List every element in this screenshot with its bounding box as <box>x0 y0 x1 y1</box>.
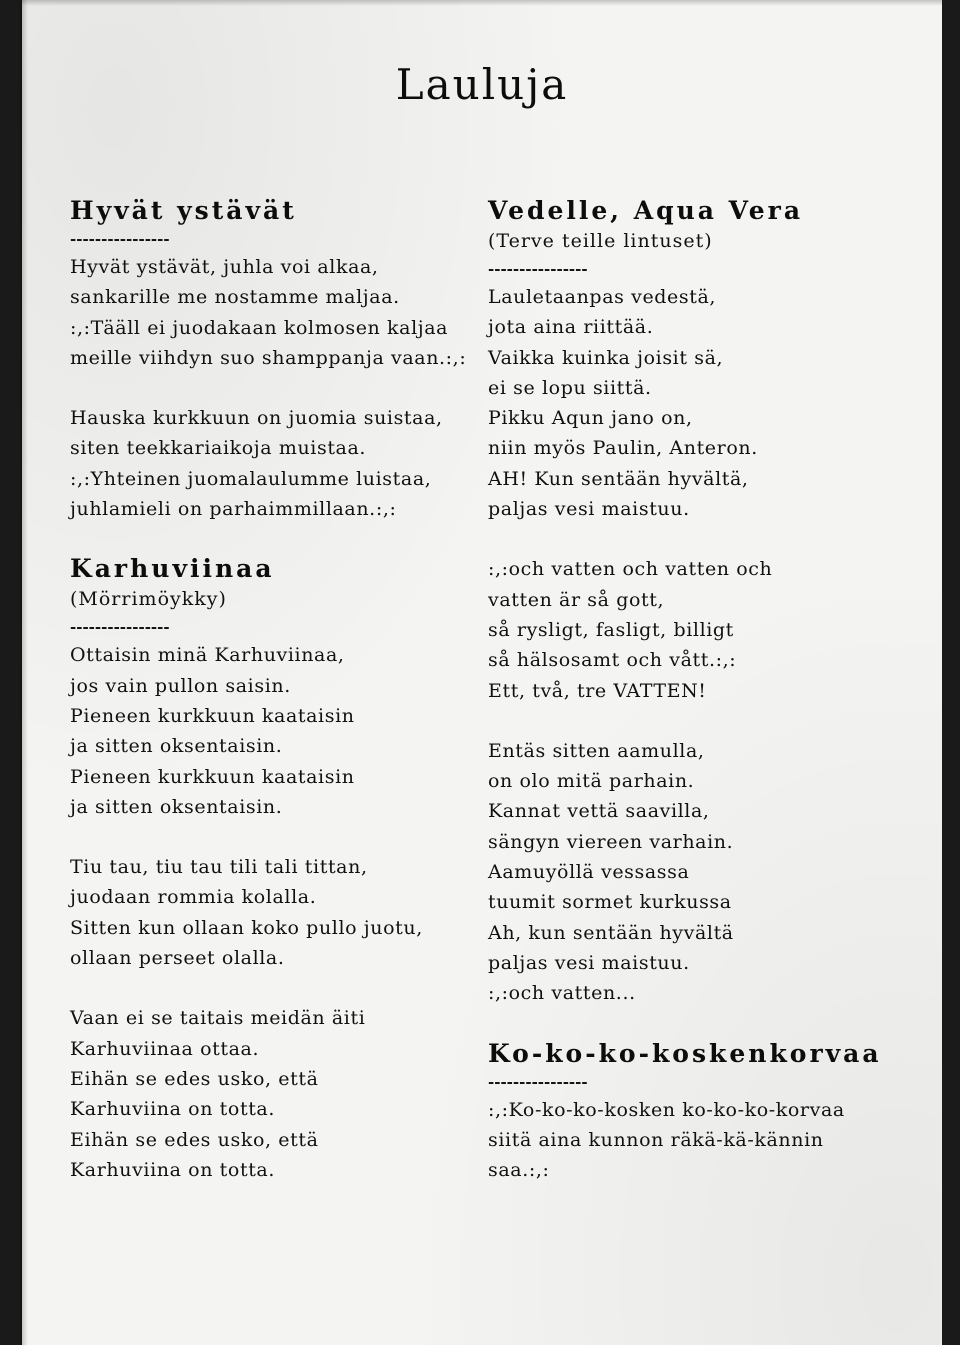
stanza <box>70 403 490 524</box>
lyric-line: :,:Yhteinen juomalaulumme luistaa, <box>70 467 432 490</box>
lyric-line: Aamuyöllä vessassa <box>488 861 690 884</box>
lyric-line: Hauska kurkkuun on juomia suistaa, <box>70 407 443 430</box>
lyric-line: Lauletaanpas vedestä, <box>488 286 717 308</box>
stanza <box>70 252 490 373</box>
page-edge-shadow <box>20 0 28 1345</box>
lyric-line: ei se lopu siittä. <box>488 376 652 399</box>
lyric-line: Eihän se edes usko, että <box>70 1067 319 1090</box>
page-title: Lauluja <box>395 60 569 109</box>
title-divider: ---------------- <box>70 230 170 248</box>
lyric-line: meille viihdyn suo shamppanja vaan.:,: <box>70 346 467 369</box>
lyric-line: jos vain pullon saisin. <box>70 674 291 697</box>
title-divider: ---------------- <box>488 1072 588 1091</box>
lyric-line: ja sitten oksentaisin. <box>70 735 283 758</box>
lyric-line: juodaan rommia kolalla. <box>70 886 317 909</box>
lyric-line: ollaan perseet olalla. <box>70 947 285 970</box>
lyric-line: Ah, kun sentään hyvältä <box>488 921 734 944</box>
song <box>70 196 490 524</box>
lyric-line: Karhuviina on totta. <box>70 1098 275 1121</box>
lyric-line: ja sitten oksentaisin. <box>70 795 283 818</box>
song-title: Vedelle, Aqua Vera <box>488 196 804 225</box>
song-spacer <box>488 1009 908 1039</box>
page-top-shadow <box>22 0 942 6</box>
lyric-line: siitä aina kunnon räkä-kä-kännin <box>488 1128 824 1151</box>
lyric-line: så rysligt, fasligt, billigt <box>488 618 734 641</box>
lyric-line: on olo mitä parhain. <box>488 770 695 793</box>
song-title: Ko-ko-ko-koskenkorvaa <box>488 1038 882 1068</box>
stanza-spacer <box>488 706 908 736</box>
lyric-line: Ottaisin minä Karhuviinaa, <box>70 644 345 667</box>
stanza <box>488 736 908 1009</box>
song-spacer <box>70 524 490 554</box>
song-subtitle: (Terve teille lintuset) <box>488 230 713 252</box>
title-divider: ---------------- <box>70 618 170 637</box>
song <box>70 554 490 1185</box>
lyric-line: Vaikka kuinka joisit sä, <box>488 346 724 369</box>
lyric-line: Tiu tau, tiu tau tili tali tittan, <box>70 856 368 879</box>
song-subtitle: (Mörrimöykky) <box>70 588 227 611</box>
stanza <box>70 852 490 973</box>
song <box>488 196 908 1009</box>
stanza-spacer <box>70 373 490 403</box>
lyric-line: Karhuviinaa ottaa. <box>70 1037 260 1060</box>
lyric-line: siten teekkariaikoja muistaa. <box>70 437 367 460</box>
lyric-line: saa.:,: <box>488 1159 550 1182</box>
stanza <box>488 554 908 705</box>
lyric-line: juhlamieli on parhaimmillaan.:,: <box>70 498 397 521</box>
lyric-line: jota aina riittää. <box>488 316 654 339</box>
lyric-line: Pieneen kurkkuun kaataisin <box>70 704 355 727</box>
lyric-line: Sitten kun ollaan koko pullo juotu, <box>70 916 423 939</box>
lyric-line: paljas vesi maistuu. <box>488 951 690 974</box>
stanza <box>488 282 908 524</box>
lyric-line: Pieneen kurkkuun kaataisin <box>70 765 355 788</box>
lyric-line: så hälsosamt och vått.:,: <box>488 649 737 672</box>
left-column <box>70 196 490 1185</box>
lyric-line: AH! Kun sentään hyvältä, <box>488 467 749 490</box>
song-title: Karhuviinaa <box>70 554 275 584</box>
lyric-line: Hyvät ystävät, juhla voi alkaa, <box>70 256 379 278</box>
lyric-line: Pikku Aqun jano on, <box>488 407 693 430</box>
lyric-line: :,:Ko-ko-ko-kosken ko-ko-ko-korvaa <box>488 1098 845 1121</box>
lyric-line: sängyn viereen varhain. <box>488 830 734 853</box>
lyric-line: Ett, två, tre VATTEN! <box>488 679 707 702</box>
right-column <box>488 196 908 1185</box>
lyric-line: Eihän se edes usko, että <box>70 1128 319 1151</box>
lyric-line: Entäs sitten aamulla, <box>488 739 705 762</box>
lyric-line: niin myös Paulin, Anteron. <box>488 437 758 460</box>
song-title: Hyvät ystävät <box>70 196 297 225</box>
song <box>488 1039 908 1186</box>
lyric-line: sankarille me nostamme maljaa. <box>70 286 400 309</box>
lyric-line: vatten är så gott, <box>488 588 665 611</box>
lyric-line: tuumit sormet kurkussa <box>488 891 732 914</box>
page <box>22 0 942 1345</box>
lyric-line: Vaan ei se taitais meidän äiti <box>70 1007 366 1030</box>
stanza-spacer <box>70 822 490 852</box>
lyric-line: Kannat vettä saavilla, <box>488 800 710 823</box>
stanza <box>70 640 490 822</box>
stanza <box>488 1095 908 1186</box>
title-divider: ---------------- <box>488 260 588 278</box>
lyric-line: :,:och vatten och vatten och <box>488 558 773 581</box>
lyric-line: paljas vesi maistuu. <box>488 498 690 521</box>
lyric-line: :,:och vatten... <box>488 982 636 1005</box>
stanza-spacer <box>70 973 490 1003</box>
lyric-line: Karhuviina on totta. <box>70 1158 275 1181</box>
lyric-line: :,:Tääll ei juodakaan kolmosen kaljaa <box>70 316 449 339</box>
stanza <box>70 1003 490 1185</box>
stanza-spacer <box>488 524 908 554</box>
